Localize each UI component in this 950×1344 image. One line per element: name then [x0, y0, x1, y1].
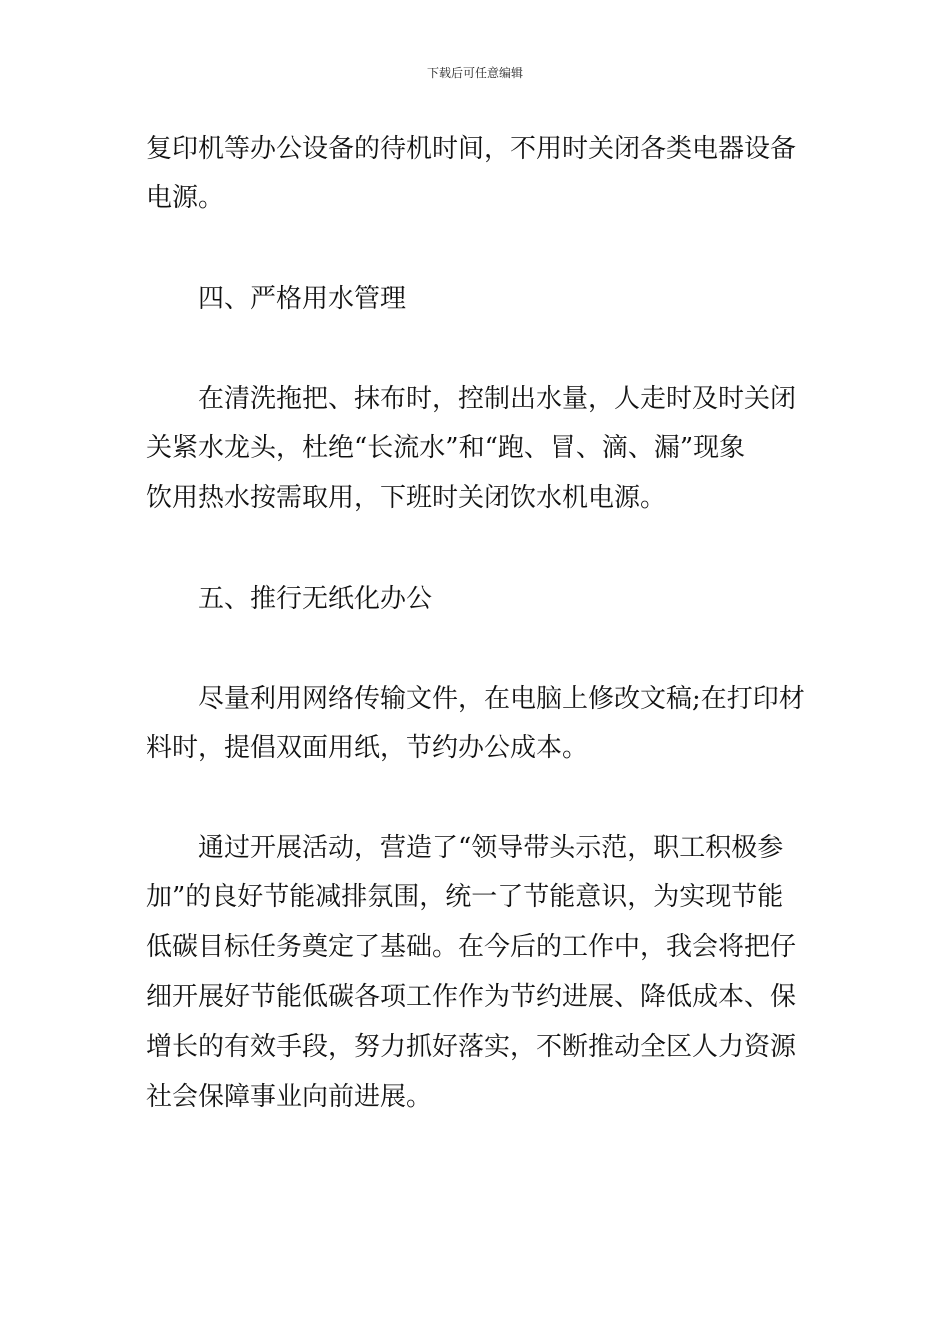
paragraph-line: 在清洗拖把、抹布时，控制出水量，人走时及时关闭 — [198, 384, 797, 414]
paragraph-line: 低碳目标任务奠定了基础。在今后的工作中，我会将把仔 — [146, 932, 797, 962]
paragraph-line: 饮用热水按需取用，下班时关闭饮水机电源。 — [146, 483, 667, 513]
page-header: 下载后可任意编辑 — [426, 66, 523, 80]
paragraph-line: 社会保障事业向前进展。 — [146, 1082, 433, 1112]
paragraph-line: 增长的有效手段，努力抓好落实，不断推动全区人力资源 — [146, 1032, 797, 1062]
section-heading: 五、推行无纸化办公 — [198, 584, 433, 614]
paragraph-line: 料时，提倡双面用纸，节约办公成本。 — [146, 733, 589, 763]
paragraph-line: 加”的良好节能减排氛围，统一了节能意识，为实现节能 — [146, 882, 784, 912]
paragraph-line: 尽量利用网络传输文件，在电脑上修改文稿;在打印材 — [198, 684, 805, 714]
paragraph-line: 细开展好节能低碳各项工作作为节约进展、降低成本、保 — [146, 982, 797, 1012]
paragraph-line: 复印机等办公设备的待机时间，不用时关闭各类电器设备 — [146, 134, 797, 164]
paragraph-line: 通过开展活动，营造了“领导带头示范，职工积极参 — [198, 833, 784, 863]
section-heading: 四、严格用水管理 — [198, 284, 407, 314]
paragraph-line: 关紧水龙头，杜绝“长流水”和“跑、冒、滴、漏”现象 — [146, 433, 746, 463]
paragraph-line: 电源。 — [146, 183, 225, 213]
